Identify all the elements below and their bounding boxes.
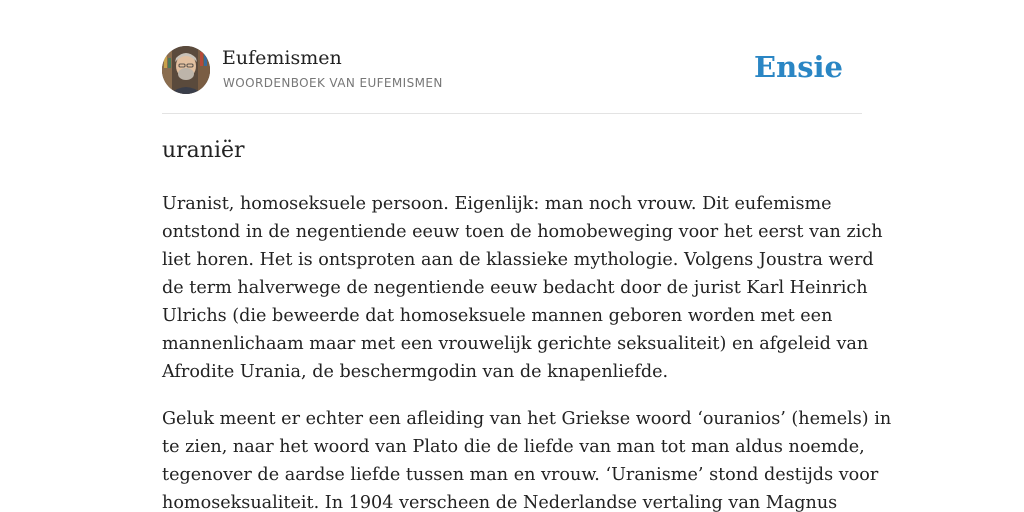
avatar-portrait-icon — [162, 46, 210, 94]
ensie-logo[interactable]: Ensie — [754, 50, 843, 84]
page-header — [162, 46, 862, 96]
paragraph-line: Uranist, homoseksuele persoon. Eigenlijk: man noch vrouw. Dit eufemisme — [162, 194, 832, 214]
paragraph-line: ontstond in de negentiende eeuw toen de homobeweging voor het eerst van zich — [162, 222, 883, 242]
paragraph-line: te zien, naar het woord van Plato die de liefde van man tot man aldus noemde, — [162, 437, 865, 457]
paragraph-line: Afrodite Urania, de beschermgodin van de knapenliefde. — [162, 362, 669, 382]
author-avatar[interactable] — [162, 46, 210, 94]
paragraph-line: Ulrichs (die beweerde dat homoseksuele mannen geboren worden met een — [162, 306, 833, 326]
author-name[interactable]: Eufemismen — [222, 47, 342, 69]
paragraph-line: tegenover de aardse liefde tussen man en vrouw. ‘Uranisme’ stond destijds voor — [162, 465, 879, 485]
entry-headword: uraniër — [162, 138, 245, 163]
paragraph-line: liet horen. Het is ontsproten aan de klassieke mythologie. Volgens Joustra werd — [162, 250, 874, 270]
paragraph-line: de term halverwege de negentiende eeuw bedacht door de jurist Karl Heinrich — [162, 278, 868, 298]
paragraph-line: homoseksualiteit. In 1904 verscheen de Nederlandse vertaling van Magnus — [162, 493, 838, 512]
dictionary-name[interactable]: WOORDENBOEK VAN EUFEMISMEN — [223, 76, 443, 90]
paragraph-line: Geluk meent er echter een afleiding van het Griekse woord ‘ouranios’ (hemels) in — [162, 409, 892, 429]
paragraph-line: mannenlichaam maar met een vrouwelijk gerichte seksualiteit) en afgeleid van — [162, 334, 869, 354]
entry-paragraph — [162, 405, 892, 512]
header-divider — [162, 113, 862, 114]
entry-paragraph — [162, 190, 883, 386]
entry-body — [162, 190, 892, 512]
